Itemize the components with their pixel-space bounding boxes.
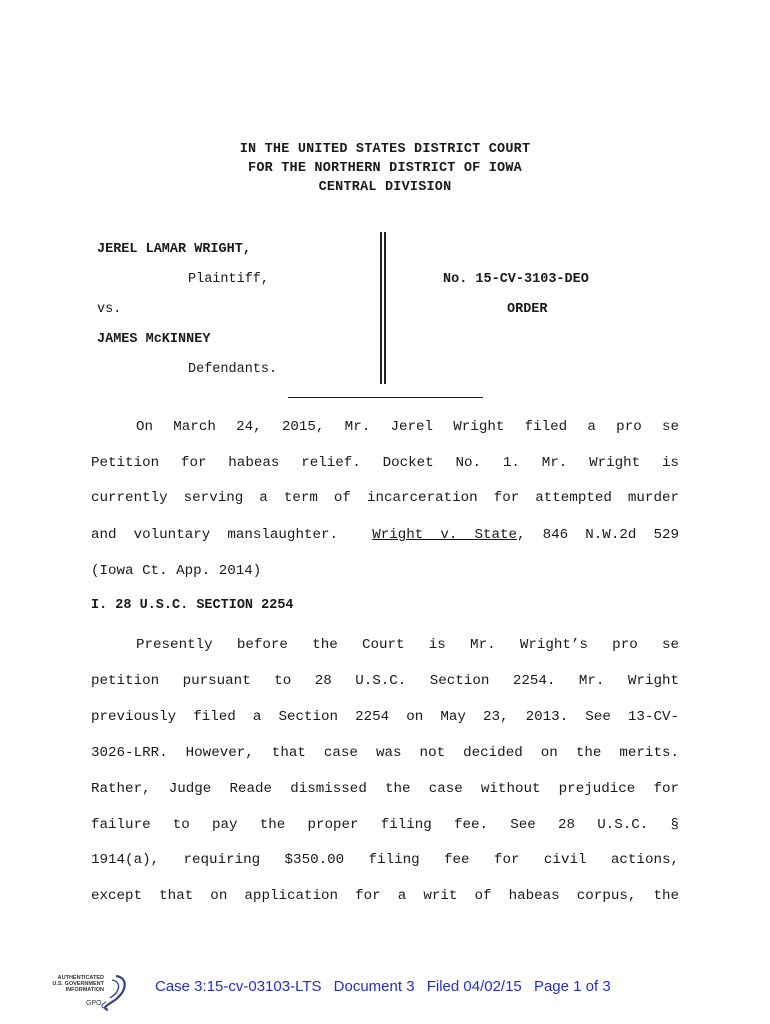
- body-line: 1914(a), requiring $350.00 filing fee for civil actions,: [91, 852, 679, 868]
- defendant-name: JAMES McKINNEY: [97, 332, 211, 347]
- court-header: [0, 140, 770, 197]
- body-text: , 846 N.W.2d 529: [517, 527, 679, 543]
- plaintiff-role: Plaintiff,: [188, 272, 270, 287]
- footer-case: Case 3:15-cv-03103-LTS: [155, 978, 322, 995]
- versus-label: vs.: [97, 302, 122, 317]
- caption-rule: [288, 397, 483, 398]
- body-line: (Iowa Ct. App. 2014): [91, 563, 262, 579]
- gpo-mark: GPO: [86, 1000, 102, 1007]
- body-line: Rather, Judge Reade dismissed the case without prejudice for: [91, 781, 679, 797]
- footer-document: Document 3: [333, 978, 415, 995]
- body-line: currently serving a term of incarceration for attempted murder: [91, 490, 679, 506]
- body-line: petition pursuant to 28 U.S.C. Section 2254. Mr. Wright: [91, 673, 679, 689]
- body-line-citation: [91, 527, 679, 543]
- case-citation: Wright v. State: [372, 527, 518, 543]
- case-number: No. 15-CV-3103-DEO: [443, 272, 589, 287]
- body-line: failure to pay the proper filing fee. See 28 U.S.C. §: [91, 817, 679, 833]
- document-type: ORDER: [507, 302, 548, 317]
- body-line: previously filed a Section 2254 on May 23, 2013. See 13-CV-: [91, 709, 679, 725]
- section-heading: I. 28 U.S.C. SECTION 2254: [91, 598, 294, 613]
- defendant-role: Defendants.: [188, 362, 278, 377]
- body-line: except that on application for a writ of habeas corpus, the: [91, 888, 679, 904]
- body-line: On March 24, 2015, Mr. Jerel Wright filed a pro se: [136, 419, 679, 435]
- page-footer: [155, 978, 619, 995]
- body-line: Presently before the Court is Mr. Wright’s pro se: [136, 637, 679, 653]
- caption-divider: [380, 232, 386, 384]
- court-division: CENTRAL DIVISION: [318, 180, 452, 195]
- plaintiff-name: JEREL LAMAR WRIGHT,: [97, 242, 251, 257]
- body-line: Petition for habeas relief. Docket No. 1. Mr. Wright is: [91, 455, 679, 471]
- body-text: and voluntary manslaughter.: [91, 527, 373, 543]
- court-name: IN THE UNITED STATES DISTRICT COURT: [239, 142, 531, 157]
- footer-page: Page 1 of 3: [533, 978, 611, 995]
- court-district: FOR THE NORTHERN DISTRICT OF IOWA: [248, 161, 522, 176]
- body-line: 3026-LRR. However, that case was not decided on the merits.: [91, 745, 679, 761]
- gpo-seal-text: AUTHENTICATED U.S. GOVERNMENT INFORMATION: [52, 975, 104, 993]
- footer-filed: Filed 04/02/15: [426, 978, 522, 995]
